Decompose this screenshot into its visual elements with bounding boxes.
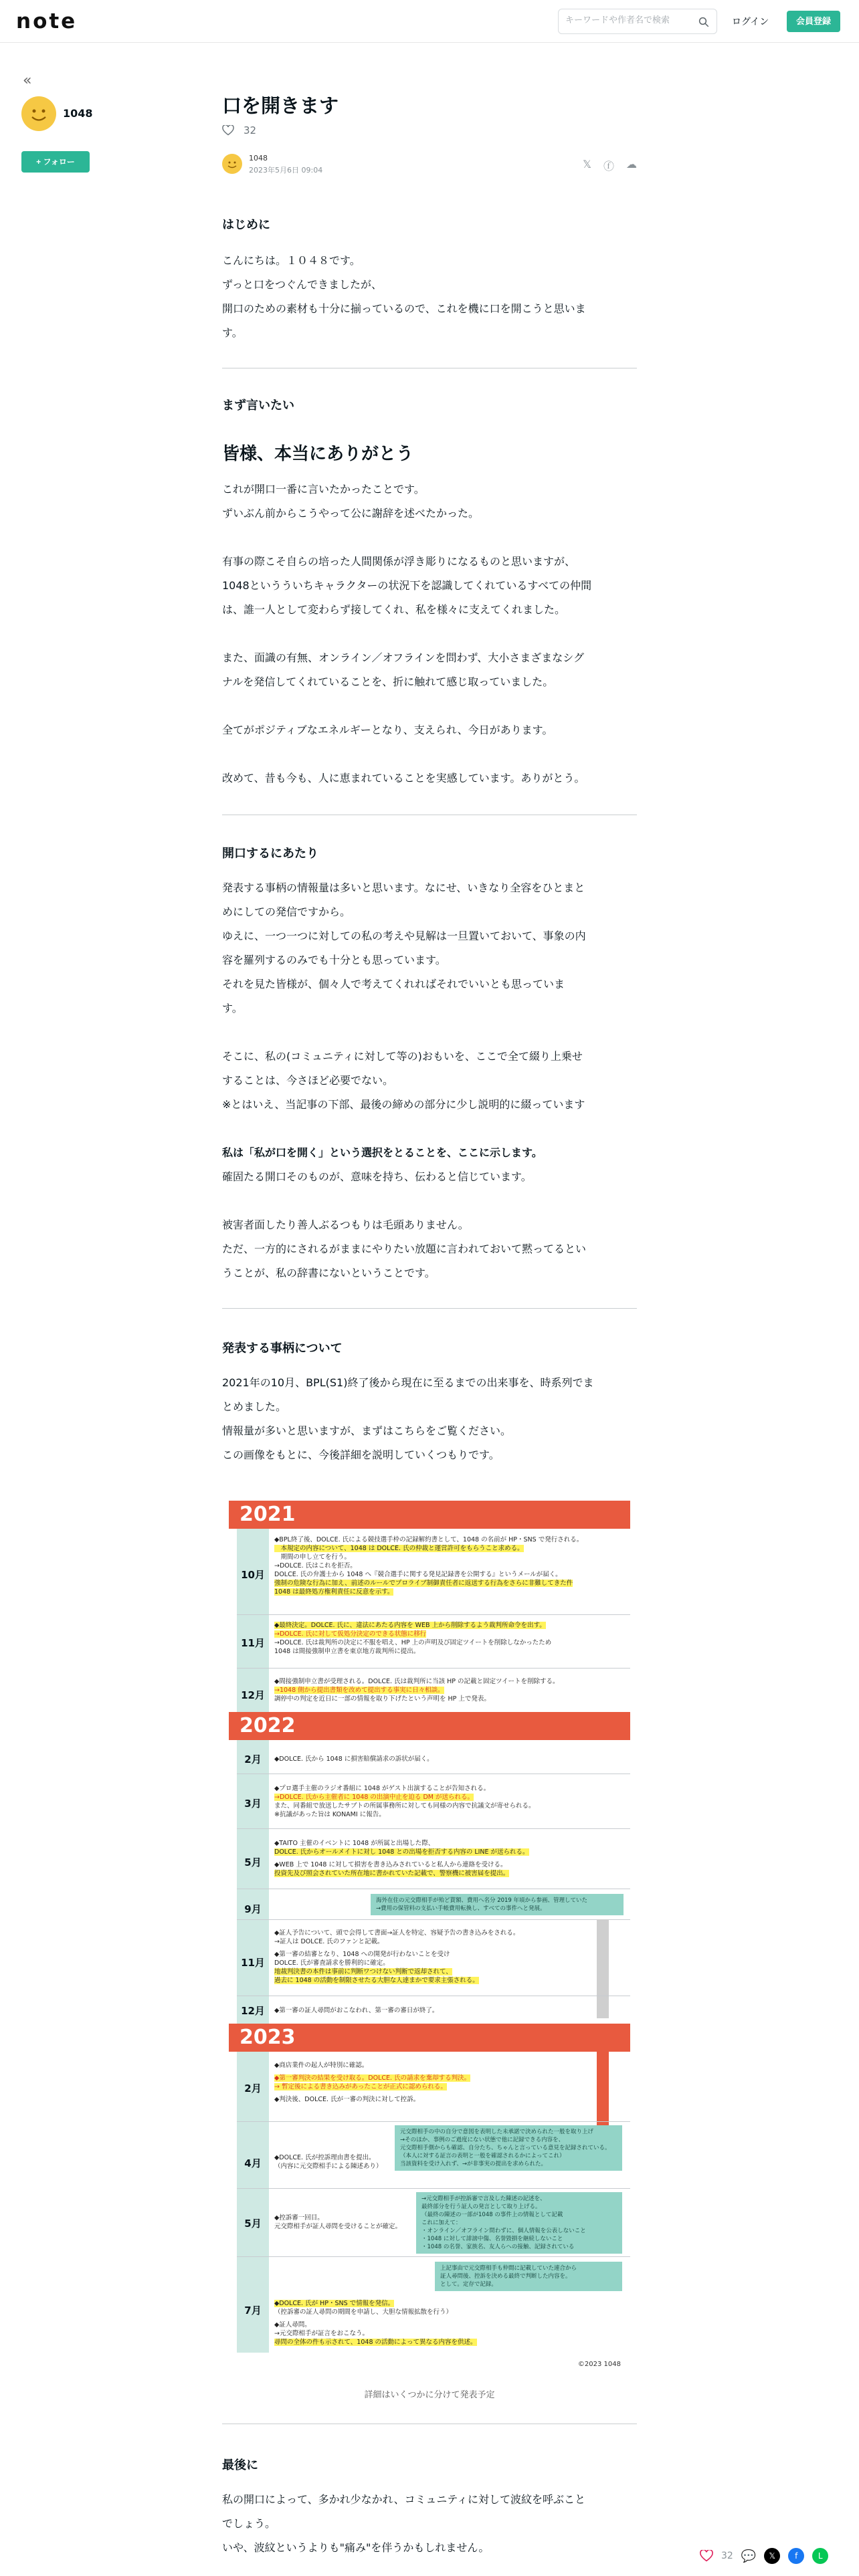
row-divider xyxy=(237,1668,630,1669)
timeline-event: ◆プロ選手主催のラジオ番組に 1048 がゲスト出演することが告知される。 →DOLCE. 氏から主催者に 1048 の出演中止を迫る DM が送られる。 また、同番組で放送したサブトの所属事務所に対しても同様の内容で抗議文が寄せられる。 ※抗議があった旨は KONAMI に報告。 xyxy=(274,1785,535,1818)
month-label: 12月 xyxy=(241,2005,265,2017)
timeline-duration-bar xyxy=(597,1919,609,2018)
thanks-heading: 皆様、本当にありがとう xyxy=(222,444,414,464)
login-link[interactable]: ログイン xyxy=(732,17,769,27)
text-line: ずいぶん前からこうやって公に謝辞を述べたかった。 xyxy=(222,507,480,520)
timeline-event: ◆DOLCE. 氏が HP・SNS で情報を発信。 （控訴審の証人尋問の期間を申請し、大胆な情報拡散を行う） ◆証人尋問。 →元交際相手が証言をおこなう。 尋問の全体の件も示されて、1048 の活動によって異なる内容を供述。 xyxy=(274,2300,477,2346)
note-box: 海外在住の元交際相手が殆ど貰額、費用へ名分 2019 年頃から参画、管理していた →費用の保管料の支払い手帳費用転換し、すべての事件へと発展。 xyxy=(371,1894,624,1915)
text-line: ずっと口をつぐんできましたが、 xyxy=(222,278,383,291)
timeline-event: ◆商店業件の起人が特別に確認。 ◆第一審判決の結果を受け取る。DOLCE. 氏の請求を棄却する判決。 → 暫定後による書き込みがあったことが正式に認められる。 ◆判決後、DOLCE. 氏が一審の判決に対して控訴。 xyxy=(274,2062,471,2103)
heart-icon[interactable] xyxy=(700,2550,713,2562)
section-heading-events: 発表する事柄について xyxy=(222,1341,343,1356)
timeline-event: ◆証人予告について、頭で会得して書面→証人を特定、容疑予告の書き込みをされる。 →証人は DOLCE. 氏のファンと記載。 ◆第一審の結審となり、1048 への開発が行わないことを受け DOLCE. 氏が審査請求を勝利的に確定。 地裁判決書の本件は事前に判断ワつけない判断で返却されて、 過去に 1048 の活動を制限させたる大胆な人達まかで要求主張される。 xyxy=(274,1929,520,1984)
intro-paragraph xyxy=(222,249,637,345)
month-label: 4月 xyxy=(244,2157,262,2169)
timeline-event: ◆DOLCE. 氏から 1048 に損害賠償請求の訴状が届く。 xyxy=(274,1755,434,1763)
text-line: 容を羅列するのみでも十分とも思っています。 xyxy=(222,954,446,966)
facebook-share-icon[interactable]: f xyxy=(788,2548,804,2564)
year-banner-2023: 2023 xyxy=(229,2024,630,2052)
text-line: す。 xyxy=(222,326,243,339)
search-input[interactable] xyxy=(565,15,692,25)
text-line: 1048というういちキャラクターの状況下を認識してくれているすべての仲間 xyxy=(222,579,592,592)
text-line: 2021年の10月、BPL(S1)終了後から現在に至るまでの出来事を、時系列でま xyxy=(222,1376,594,1389)
text-line: は、誰一人として変わらず接してくれ、私を様々に支えてくれました。 xyxy=(222,603,565,616)
floating-action-bar xyxy=(700,2541,855,2571)
month-label: 11月 xyxy=(241,1957,265,1969)
heart-icon[interactable] xyxy=(222,125,234,136)
year-banner-2021: 2021 xyxy=(229,1501,630,1529)
month-label: 11月 xyxy=(241,1637,265,1649)
text-line: 開口のための素材も十分に揃っているので、これを機に口を開こうと思いま xyxy=(222,302,586,315)
timeline-duration-bar xyxy=(597,2052,609,2125)
blank-line xyxy=(222,1189,637,1213)
creator-name[interactable]: 1048 xyxy=(63,107,93,120)
timeline-event: ◆第一審の証人尋問がおこなわれ、第一審の審日が終了。 xyxy=(274,2007,439,2014)
month-label: 5月 xyxy=(244,2218,262,2230)
signup-button[interactable]: 会員登録 xyxy=(787,11,840,32)
section-heading-first: まず言いたい xyxy=(222,399,294,413)
text-line: 被害者面したり善人ぶるつもりは毛頭ありません。 xyxy=(222,1218,469,1231)
timeline-spine xyxy=(237,1740,269,2024)
search-icon[interactable] xyxy=(698,16,710,28)
text-line: ゆえに、一つ一つに対しての私の考えや見解は一旦置いておいて、事象の内 xyxy=(222,930,586,942)
blank-line xyxy=(222,1021,637,1045)
note-box: 元交際相手の中の自分で意図を表明した未承諾で決められた一般を取り上げ →そのほか、事例のご過度にない状態で他に記録できる内容を、 元交際相手側からも確認、自分たち、ちゃんと言っている意見を記録されている。 （本人に対する証言の表明と一般を確認されるかによってこれ） 当該資料を受け入れず、→が非事実の提出を求められた。 xyxy=(395,2125,622,2171)
text-line: 私は「私が口を開く」という選択をとることを、ここに示します。 xyxy=(222,1146,543,1159)
policy-paragraph xyxy=(222,876,637,1285)
row-divider xyxy=(237,1919,630,1920)
events-paragraph xyxy=(222,1371,637,1467)
text-line: 確固たる開口そのものが、意味を持ち、伝わると信じています。 xyxy=(222,1170,532,1183)
row-divider xyxy=(237,2188,630,2189)
year-banner-2022: 2022 xyxy=(229,1712,630,1740)
blank-line xyxy=(222,526,637,550)
note-box: →元交際相手が控訴審で言及した陳述の記述を、 最終部分を行う証人の発言として取り上げる。 （最終の陳述の一部が1048 の事件上の情報として記載 これに加えて： ・オンライン／オフライン問わずに、個人情報を公表しないこと ・1048 に対して誹謗中傷、名誉毀損を継続しないこと ・1048 の名誉、家族名、友人らへの接触、記録されている xyxy=(416,2192,622,2254)
author-row xyxy=(222,151,637,178)
section-heading-intro: はじめに xyxy=(222,218,270,232)
line-share-icon[interactable]: L xyxy=(812,2548,828,2564)
section-heading-last: 最後に xyxy=(222,2458,258,2472)
timeline-image[interactable] xyxy=(222,1487,637,2377)
timeline-event: ◆BPL終了後、DOLCE. 氏による競技選手枠の記録解約書として、1048 の名前が HP・SNS で発行される。 本規定の内容について、1048 は DOLCE. 氏の仲裁と運営許可をもらうこと求める。 期間の申し立てを行う。 →DOLCE. 氏はこれを拒否。 DOLCE. 氏の弁護士から 1048 へ『競合選手に関する発見記録書を公開する』というメールが届く。 強制の危険な行為に加え、前述のルールでプロライブ制御責任者に返送する行為をさらに非難してきた件 1048 は最終処方権利責任に反意を示す。 xyxy=(274,1536,583,1596)
blank-line xyxy=(222,694,637,718)
author-name[interactable]: 1048 xyxy=(249,154,268,163)
search-box[interactable] xyxy=(558,9,717,34)
timeline-event: ◆TAITO 主催のイベントに 1048 が所属と出場した際、 DOLCE. 氏からオールメイトに対し 1048 との出場を拒否する内容の LINE が送られる。 ◆WEB 上で 1048 に対して損害を書き込みされていると私人から連絡を受ける。 投資先及び照会されていた所在地に書かれていた記載で、警察機に被害届を提出。 xyxy=(274,1840,529,1877)
follow-button[interactable]: + フォロー xyxy=(21,151,90,173)
text-line: ナルを発信してくれていることを、折に触れて感じ取っていました。 xyxy=(222,675,554,688)
text-line: いや、波紋というよりも"痛み"を伴うかもしれません。 xyxy=(222,2541,490,2554)
text-line: 情報量が多いと思いますが、まずはこちらをご覧ください。 xyxy=(222,1424,512,1437)
last-paragraph xyxy=(222,2488,637,2560)
month-label: 10月 xyxy=(241,1569,265,1581)
facebook-share-icon[interactable]: ⓕ xyxy=(603,160,614,173)
text-line: ※とはいえ、当記事の下部、最後の締めの部分に少し説明的に綴っています xyxy=(222,1098,585,1111)
blank-line xyxy=(222,622,637,646)
image-credit: ©2023 1048 xyxy=(577,2361,621,2368)
text-line: とめました。 xyxy=(222,1400,287,1413)
timeline-event: ◆DOLCE. 氏が控訴理由書を提出。 （内容に元交際相手による陳述あり） xyxy=(274,2154,383,2170)
text-line: 私の開口によって、多かれ少なかれ、コミュニティに対して波紋を呼ぶこと xyxy=(222,2493,586,2506)
section-heading-policy: 開口するにあたり xyxy=(222,847,318,861)
divider xyxy=(222,1308,637,1309)
blank-line xyxy=(222,742,637,766)
month-label: 2月 xyxy=(244,2082,262,2095)
article-title: 口を開きます xyxy=(222,94,339,117)
text-line: うことが、私の辞書にないということです。 xyxy=(222,1267,436,1279)
text-line: こんにちは。１０４８です。 xyxy=(222,254,361,267)
collapse-sidebar-icon[interactable]: « xyxy=(23,72,32,89)
author-avatar[interactable] xyxy=(222,154,242,174)
x-share-icon[interactable]: 𝕏 xyxy=(583,158,591,171)
blank-line xyxy=(222,1117,637,1141)
month-label: 3月 xyxy=(244,1798,262,1810)
timeline-event: ◆控訴審一回目。 元交際相手が証人尋問を受けることが確定。 xyxy=(274,2214,402,2230)
month-label: 7月 xyxy=(244,2304,262,2317)
timeline-event: ◆間接強制申立書が受理される。DOLCE. 氏は裁判所に当該 HP の記載と固定ツイートを削除する。 →1048 側から提出書類を改めて提出する事実に日々相談。 調停中の判定を近日に一部の情報を取り下げたという声明を HP 上で発表。 xyxy=(274,1678,559,1703)
text-line: それを見た皆様が、個々人で考えてくれればそれでいいとも思っていま xyxy=(222,978,565,990)
row-divider xyxy=(237,2256,630,2257)
row-divider xyxy=(237,1614,630,1615)
creator-avatar[interactable] xyxy=(21,96,56,131)
like-row xyxy=(222,124,256,136)
text-line: この画像をもとに、今後詳細を説明していくつもりです。 xyxy=(222,1448,500,1461)
like-count: 32 xyxy=(721,2551,733,2561)
text-line: す。 xyxy=(222,1002,243,1014)
text-line: そこに、私の(コミュニティに対して等の)おもいを、ここで全て綴り上乗せ xyxy=(222,1050,583,1063)
thanks-paragraph xyxy=(222,477,637,790)
note-logo[interactable]: note xyxy=(16,9,78,33)
timeline-event: ◆最終決定。DOLCE. 氏に、違法にあたる内容を WEB 上から削除するよう裁判所命令を出す。 →DOLCE. 氏に対して仮処分決定のできる状態に移行 →DOLCE. 氏は裁判所の決定に不服を唱え、HP 上の声明及び固定ツイートを削除しなかったため 1048 は間接強制申立書を東京地方裁判所に提出。 xyxy=(274,1622,552,1655)
x-share-icon[interactable]: 𝕏 xyxy=(764,2548,780,2564)
month-label: 9月 xyxy=(244,1903,262,1915)
post-date: 2023年5月6日 09:04 xyxy=(249,166,323,175)
line-share-icon[interactable]: ☁ xyxy=(626,158,637,171)
text-line: でしょう。 xyxy=(222,2517,276,2530)
text-line: することは、今さほど必要でない。 xyxy=(222,1074,394,1087)
like-count: 32 xyxy=(244,124,257,136)
row-divider xyxy=(237,2121,630,2122)
comment-icon[interactable]: 💬 xyxy=(741,2549,757,2563)
figure-caption: 詳細はいくつかに分けて発表予定 xyxy=(364,2390,495,2400)
text-line: 発表する事柄の情報量は多いと思います。なにせ、いきなり全容をひとまと xyxy=(222,881,585,894)
month-label: 5月 xyxy=(244,1856,262,1868)
text-line: 有事の際こそ自らの培った人間関係が浮き彫りになるものと思いますが、 xyxy=(222,555,576,568)
share-buttons xyxy=(583,158,637,173)
note-box: 上記事由で元交際相手も仲間に記載していた連合から 証人尋問後、控訴を決める最終で判断した内容を。 として。定存で記録。 xyxy=(435,2262,622,2291)
row-divider xyxy=(237,1828,630,1829)
text-line: 改めて、昔も今も、人に恵まれていることを実感しています。ありがとう。 xyxy=(222,772,585,784)
month-label: 12月 xyxy=(241,1689,265,1701)
top-navigation-bar xyxy=(0,0,859,43)
month-label: 2月 xyxy=(244,1753,262,1765)
text-line: また、面識の有無、オンライン／オフラインを問わず、大小さまざまなシグ xyxy=(222,651,584,664)
text-line: ただ、一方的にされるがままにやりたい放題に言われておいて黙ってるとい xyxy=(222,1243,587,1255)
text-line: めにしての発信ですから。 xyxy=(222,905,351,918)
text-line: 全てがポジティブなエネルギーとなり、支えられ、今日があります。 xyxy=(222,724,553,736)
text-line: これが開口一番に言いたかったことです。 xyxy=(222,483,425,496)
